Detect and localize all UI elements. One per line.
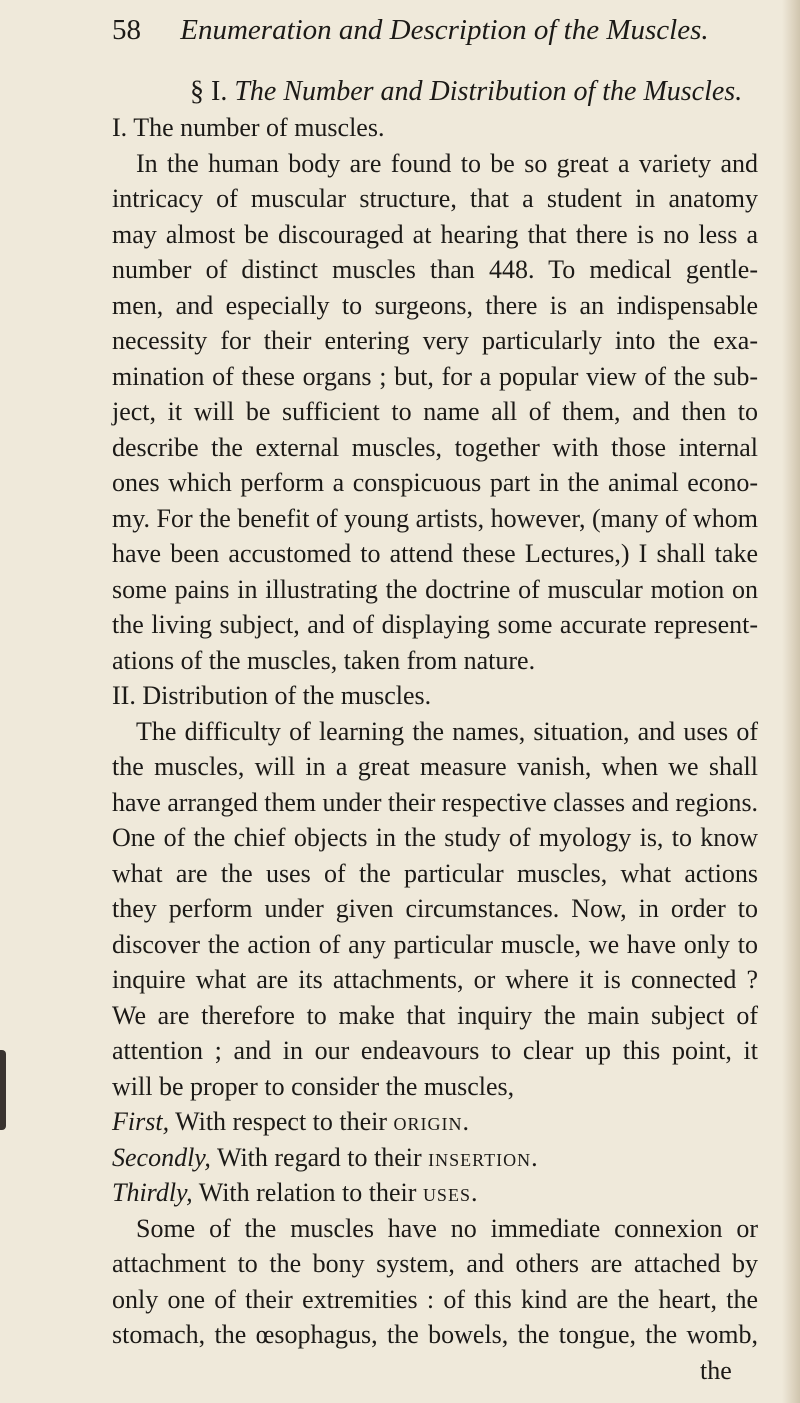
text-segment: describe the external muscles, together with those internal [112,433,758,462]
text-line [112,1319,758,1351]
text-line [112,645,535,677]
text-line [112,1035,758,1067]
text-segment: Thirdly, [112,1178,193,1207]
text-segment: ones which perform a conspicuous part in the animal econo- [112,468,758,497]
text-line [112,858,758,890]
text-segment: have arranged them under their respective classes and regions. [112,788,758,817]
text-line [112,219,758,251]
text-line [112,112,384,144]
text-segment: Secondly, [112,1143,211,1172]
text-line [112,964,758,996]
text-line [112,751,758,783]
text-line [112,1000,758,1032]
text-segment: have been accustomed to attend these Lectures,) I shall take [112,539,758,568]
page-number: 58 [112,14,141,46]
text-line [112,1142,539,1174]
text-segment: One of the chief objects in the study of myology is, to know [112,823,758,852]
section-heading [190,72,750,112]
text-line [112,254,758,286]
text-line [112,432,758,464]
text-segment: With regard to their [210,1143,429,1172]
text-segment: mination of these organs ; but, for a popular view of the sub- [112,362,758,391]
text-segment: II. Distribution of the muscles. [112,681,432,710]
text-segment: I. The number of muscles. [112,113,385,142]
text-segment: intricacy of muscular structure, that a student in anatomy [112,184,758,213]
text-segment: ations of the muscles, taken from nature. [112,646,536,675]
text-line [112,822,758,854]
text-segment: may almost be discouraged at hearing that there is no less a [112,220,758,249]
running-title: Enumeration and Description of the Muscles. [180,14,709,46]
text-line [112,893,758,925]
text-segment: stomach, the œsophagus, the bowels, the tongue, the womb, [112,1320,758,1349]
text-segment: what are the uses of the particular muscles, what actions [112,859,758,888]
text-line [112,787,758,819]
text-segment: With respect to their [169,1107,394,1136]
text-line [136,148,758,180]
text-segment: In the human body are found to be so great a variety and [136,149,758,178]
running-header [112,10,732,50]
text-line [112,574,758,606]
text-segment: my. For the benefit of young artists, however, (many of whom [112,504,758,533]
text-line [112,680,431,712]
text-segment: they perform under given circumstances. Now, in order to [112,894,758,923]
text-segment: men, and especially to surgeons, there is an indispensable [112,291,758,320]
text-line [112,609,758,641]
text-segment: the living subject, and of displaying some accurate represent- [112,610,758,639]
text-line [112,1106,470,1138]
section-title: The Number and Distribution of the Muscles. [234,76,743,107]
text-line [112,503,758,535]
binding-mark [0,1050,6,1130]
text-segment: attention ; and in our endeavours to clear up this point, it [112,1036,758,1065]
text-segment: origin. [393,1107,471,1136]
section-number: § I. [190,76,228,107]
text-line [112,183,758,215]
text-segment: some pains in illustrating the doctrine of muscular motion on [112,575,758,604]
text-line [112,290,758,322]
text-segment: The difficulty of learning the names, situation, and uses of [136,717,758,746]
text-segment: discover the action of any particular muscle, we have only to [112,930,758,959]
text-segment: inquire what are its attachments, or where it is connected ? [112,965,758,994]
text-line [136,1213,758,1245]
text-line [112,325,758,357]
text-line [136,716,758,748]
text-line [112,1284,758,1316]
text-segment: will be proper to consider the muscles, [112,1072,515,1101]
text-segment: uses. [422,1178,479,1207]
page-edge-shadow [782,0,800,1403]
text-segment: First, [112,1107,170,1136]
text-segment: only one of their extremities : of this kind are the heart, the [112,1285,758,1314]
text-line [700,1355,732,1387]
text-segment: ject, it will be sufficient to name all of them, and then to [112,397,758,426]
text-segment: With relation to their [192,1178,423,1207]
text-line [112,538,758,570]
text-line [112,929,758,961]
text-line [112,361,758,393]
text-line [112,1248,758,1280]
text-segment: insertion. [428,1143,539,1172]
text-segment: Some of the muscles have no immediate connexion or [136,1214,758,1243]
text-line [112,1177,478,1209]
text-segment: the [700,1356,732,1385]
text-line [112,396,758,428]
text-line [112,1071,514,1103]
text-segment: number of distinct muscles than 448. To medical gentle- [112,255,758,284]
text-segment: the muscles, will in a great measure vanish, when we shall [112,752,758,781]
text-segment: necessity for their entering very particularly into the exa- [112,326,758,355]
text-line [112,467,758,499]
text-segment: attachment to the bony system, and others are attached by [112,1249,758,1278]
text-segment: We are therefore to make that inquiry the main subject of [112,1001,758,1030]
